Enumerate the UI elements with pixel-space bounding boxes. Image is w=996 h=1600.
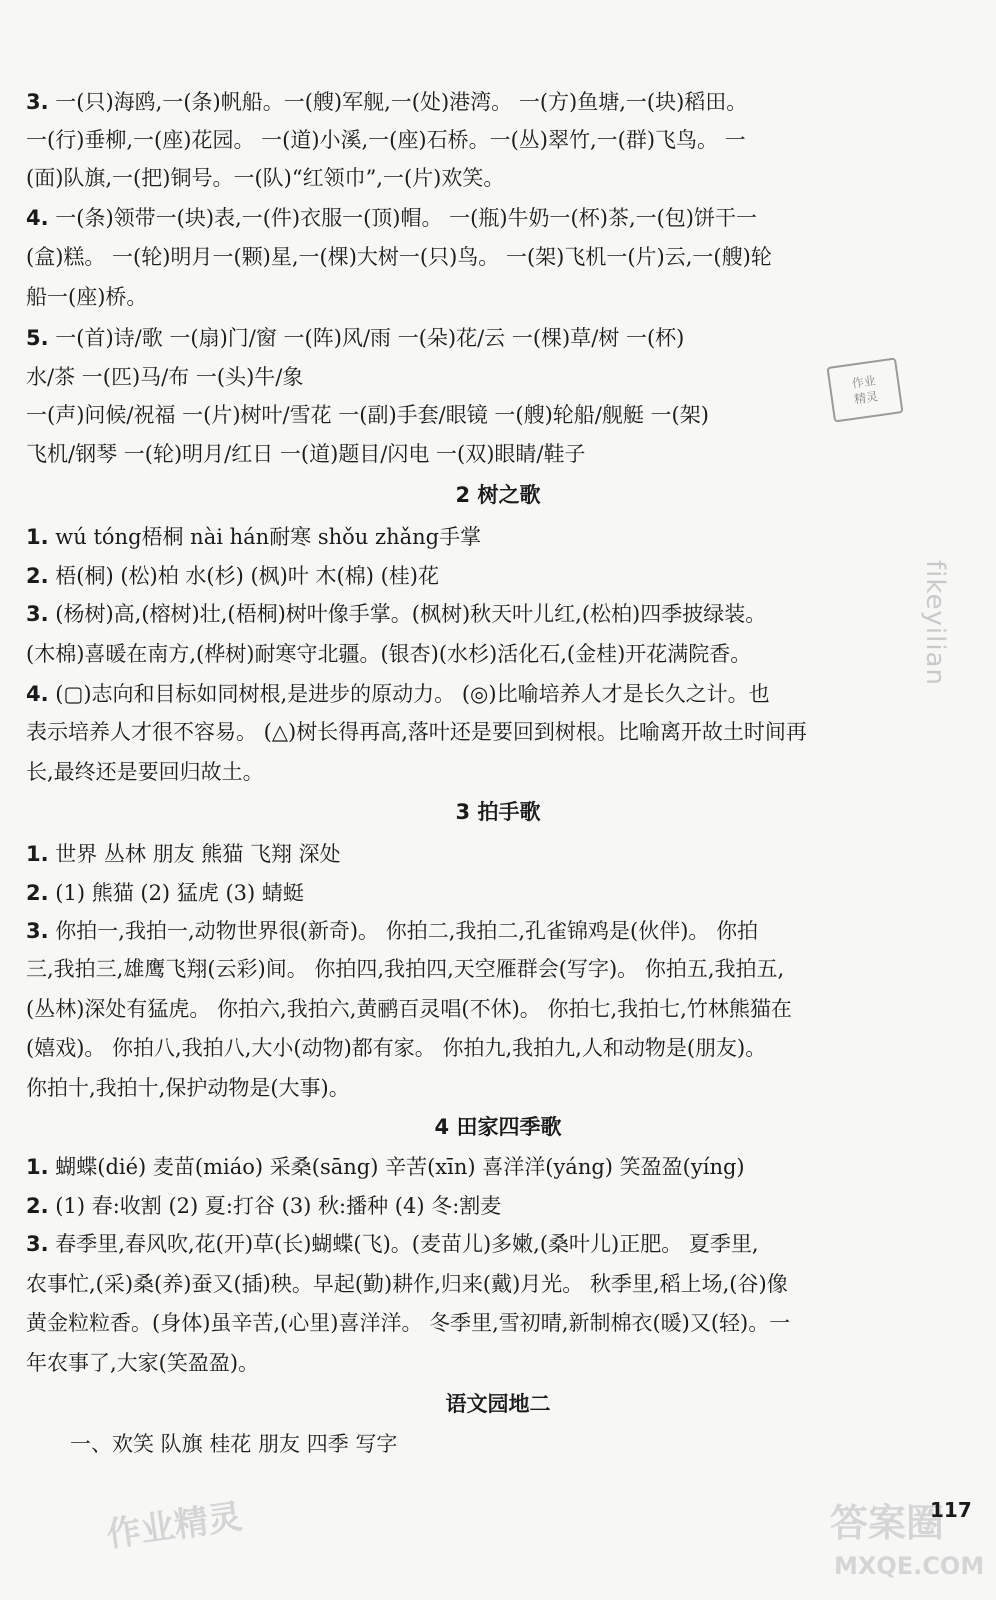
- text-line: 船一(座)桥。: [26, 285, 148, 309]
- text-line: 农事忙,(采)桑(养)蚕又(插)秧。早起(勤)耕作,归来(戴)月光。 秋季里,稻上场,(谷)像: [26, 1272, 788, 1296]
- text-line: 年农事了,大家(笑盈盈)。: [26, 1351, 260, 1375]
- section-heading: 4 田家四季歌: [434, 1115, 562, 1139]
- section-heading: 3 拍手歌: [455, 800, 541, 824]
- text-line: 一(声)问候/祝福 一(片)树叶/雪花 一(副)手套/眼镜 一(艘)轮船/舰艇 一(架): [26, 403, 709, 427]
- text-line: 长,最终还是要回归故土。: [26, 760, 264, 784]
- text-line: (面)队旗,一(把)铜号。一(队)“红领巾”,一(片)欢笑。: [26, 166, 505, 190]
- text-line: 2. (1) 春:收割 (2) 夏:打谷 (3) 秋:播种 (4) 冬:割麦: [26, 1194, 502, 1218]
- text-line: 飞机/钢琴 一(轮)明月/红日 一(道)题目/闪电 一(双)眼睛/鞋子: [26, 442, 586, 466]
- text-line: 一(行)垂柳,一(座)花园。 一(道)小溪,一(座)石桥。一(丛)翠竹,一(群)飞鸟。 一: [26, 128, 746, 152]
- text-line: 2. (1) 熊猫 (2) 猛虎 (3) 蜻蜓: [26, 881, 304, 905]
- text-line: (盒)糕。 一(轮)明月一(颗)星,一(棵)大树一(只)鸟。 一(架)飞机一(片)云,一(艘)轮: [26, 245, 772, 269]
- bottom-watermark: 作业精灵: [104, 1496, 245, 1556]
- text-line: 4. (▢)志向和目标如同树根,是进步的原动力。 (◎)比喻培养人才是长久之计。也: [26, 682, 770, 706]
- text-line: 水/茶 一(匹)马/布 一(头)牛/象: [26, 365, 304, 389]
- text-line: 1. wú tóng梧桐 nài hán耐寒 shǒu zhǎng手掌: [26, 525, 482, 549]
- stamp: 作业 精灵: [826, 357, 903, 422]
- watermark-title: 答案圈: [830, 1501, 945, 1545]
- section-heading: 语文园地二: [445, 1392, 551, 1416]
- text-line: 3. 你拍一,我拍一,动物世界很(新奇)。 你拍二,我拍二,孔雀锦鸡是(伙伴)。 你拍: [26, 919, 759, 943]
- page-number: 117: [930, 1498, 972, 1522]
- text-line: (丛林)深处有猛虎。 你拍六,我拍六,黄鹂百灵唱(不休)。 你拍七,我拍七,竹林熊猫在: [26, 997, 792, 1021]
- text-line: 黄金粒粒香。(身体)虽辛苦,(心里)喜洋洋。 冬季里,雪初晴,新制棉衣(暖)又(轻)。一: [26, 1311, 791, 1335]
- text-line: 你拍十,我拍十,保护动物是(大事)。: [26, 1076, 350, 1100]
- text-line: 三,我拍三,雄鹰飞翔(云彩)间。 你拍四,我拍四,天空雁群会(写字)。 你拍五,我拍五,: [26, 957, 785, 981]
- text-line: 3. (杨树)高,(榕树)壮,(梧桐)树叶像手掌。(枫树)秋天叶儿红,(松柏)四季披绿装。: [26, 602, 767, 626]
- text-line: 3. 一(只)海鸥,一(条)帆船。一(艘)军舰,一(处)港湾。 一(方)鱼塘,一(块)稻田。: [26, 90, 748, 114]
- text-line: 1. 世界 丛林 朋友 熊猫 飞翔 深处: [26, 842, 341, 866]
- text-line: 5. 一(首)诗/歌 一(扇)门/窗 一(阵)风/雨 一(朵)花/云 一(棵)草/树 一(杯): [26, 326, 685, 350]
- text-line: 1. 蝴蝶(dié) 麦苗(miáo) 采桑(sāng) 辛苦(xīn) 喜洋洋(yáng) 笑盈盈(yíng): [26, 1155, 745, 1179]
- text-line: 2. 梧(桐) (松)柏 水(杉) (枫)叶 木(棉) (桂)花: [26, 564, 439, 588]
- watermark-url: MXQE.COM: [834, 1552, 985, 1580]
- text-line: 表示培养人才很不容易。 (△)树长得再高,落叶还是要回到树根。比喻离开故土时间再: [26, 720, 807, 744]
- section-heading: 2 树之歌: [455, 483, 541, 507]
- text-line: 一、欢笑 队旗 桂花 朋友 四季 写字: [70, 1432, 398, 1456]
- text-line: (木棉)喜暖在南方,(桦树)耐寒守北疆。(银杏)(水杉)活化石,(金桂)开花满院香。: [26, 642, 752, 666]
- text-line: 3. 春季里,春风吹,花(开)草(长)蝴蝶(飞)。(麦苗儿)多嫩,(桑叶儿)正肥。 夏季里,: [26, 1232, 759, 1256]
- side-watermark-text: fikeyilian: [920, 560, 950, 686]
- text-line: 4. 一(条)领带一(块)表,一(件)衣服一(顶)帽。 一(瓶)牛奶一(杯)茶,一(包)饼干一: [26, 206, 758, 230]
- text-line: (嬉戏)。 你拍八,我拍八,大小(动物)都有家。 你拍九,我拍九,人和动物是(朋友)。: [26, 1036, 767, 1060]
